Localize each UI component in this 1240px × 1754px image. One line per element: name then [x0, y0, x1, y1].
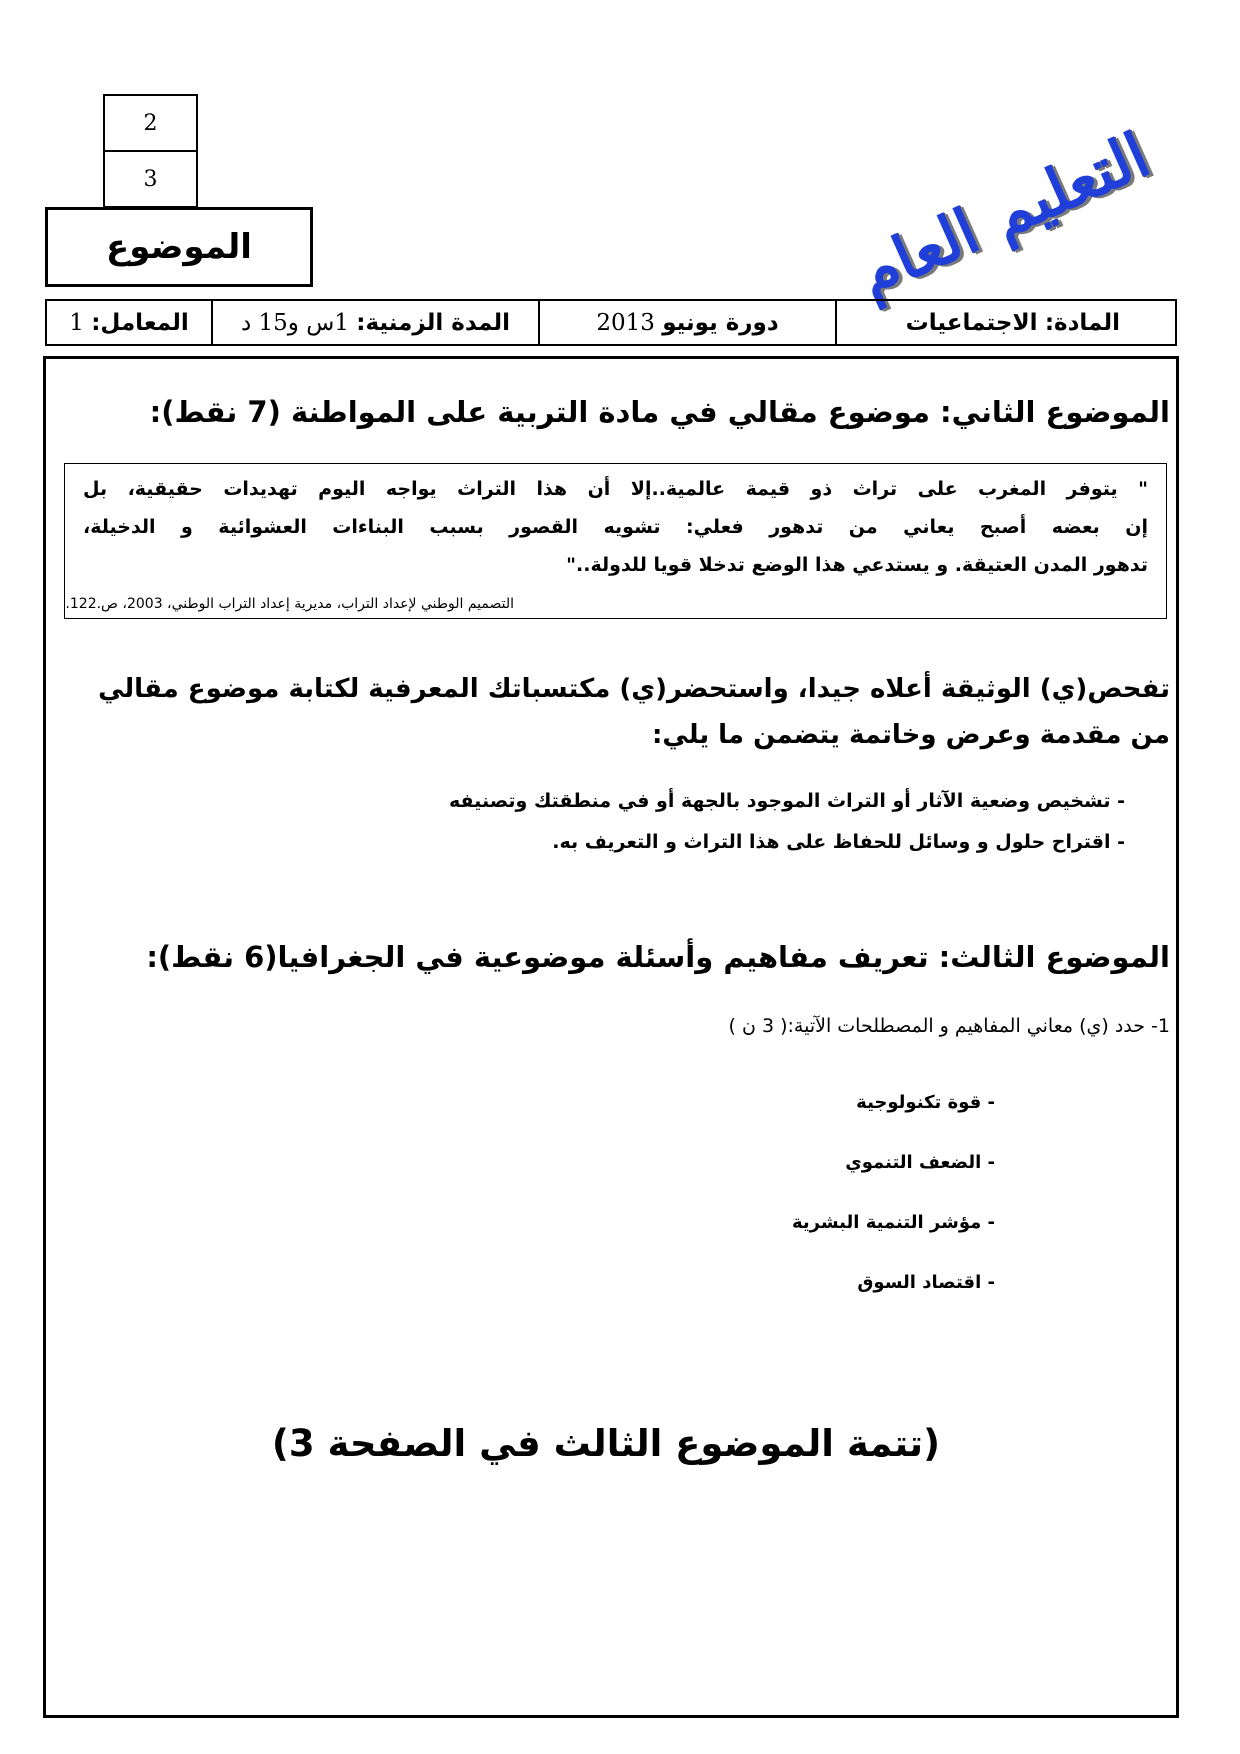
header-duration-value: 1س و15 د: [240, 309, 349, 336]
quote-line: إن بعضه أصبح يعاني من تدهور فعلي: تشويه القصور بسبب البناءات العشوائية و الدخيلة،: [83, 516, 1148, 538]
header-session-cell: [538, 301, 835, 344]
page-total-box: 3: [103, 150, 198, 208]
quote-source: التصميم الوطني لإعداد التراب، مديرية إعداد التراب الوطني، 2003، ص.122.: [65, 596, 514, 612]
quote-line: تدهور المدن العتيقة. و يستدعي هذا الوضع تدخلا قويا للدولة..": [566, 554, 1148, 576]
term-item: - قوة تكنولوجية: [856, 1092, 995, 1113]
page-number-box: 2: [103, 94, 198, 152]
quote-box: [64, 463, 1167, 619]
term-item: - اقتصاد السوق: [857, 1272, 995, 1293]
term-item: - مؤشر التنمية البشرية: [791, 1212, 995, 1233]
topic2-bullet: - اقتراح حلول و وسائل للحفاظ على هذا التراث و التعريف به.: [552, 831, 1125, 853]
quote-line: " يتوفر المغرب على تراث ذو قيمة عالمية..إلا أن هذا التراث يواجه اليوم تهديدات حقيقية، بل: [83, 478, 1148, 500]
header-coef-label: المعامل:: [91, 309, 189, 336]
header-subject-label: المادة:: [1044, 309, 1120, 336]
header-coef-value: 1: [69, 309, 84, 336]
logo-text: التعليم العام: [846, 118, 1160, 311]
header-session-year: 2013: [596, 309, 655, 336]
header-subject-cell: [835, 301, 1175, 344]
topic3-title: الموضوع الثالث: تعريف مفاهيم وأسئلة موضوعية في الجغرافيا(6 نقط):: [146, 940, 1170, 974]
header-duration-label: المدة الزمنية:: [356, 309, 511, 336]
topic2-instruction-line: من مقدمة وعرض وخاتمة يتضمن ما يلي:: [652, 720, 1170, 750]
topic2-instruction-line: تفحص(ي) الوثيقة أعلاه جيدا، واستحضر(ي) مكتسباتك المعرفية لكتابة موضوع مقالي: [98, 674, 1170, 704]
continuation-note: (تتمة الموضوع الثالث في الصفحة 3): [271, 1422, 940, 1465]
header-subject-value: الاجتماعيات: [905, 309, 1038, 336]
header-session-label: دورة يونيو: [662, 309, 779, 336]
topic2-bullet: - تشخيص وضعية الآثار أو التراث الموجود بالجهة أو في منطقتك وتصنيفه: [448, 790, 1125, 812]
subject-label-box: الموضوع: [45, 207, 313, 287]
exam-header: [45, 299, 1177, 346]
header-coef-cell: [47, 301, 211, 344]
term-item: - الضعف التنموي: [845, 1152, 995, 1173]
topic3-question-1: 1- حدد (ي) معاني المفاهيم و المصطلحات الآتية:( 3 ن ): [728, 1015, 1170, 1037]
topic2-title: الموضوع الثاني: موضوع مقالي في مادة التربية على المواطنة (7 نقط):: [149, 395, 1170, 429]
logo: [846, 95, 1160, 311]
header-duration-cell: [211, 301, 538, 344]
